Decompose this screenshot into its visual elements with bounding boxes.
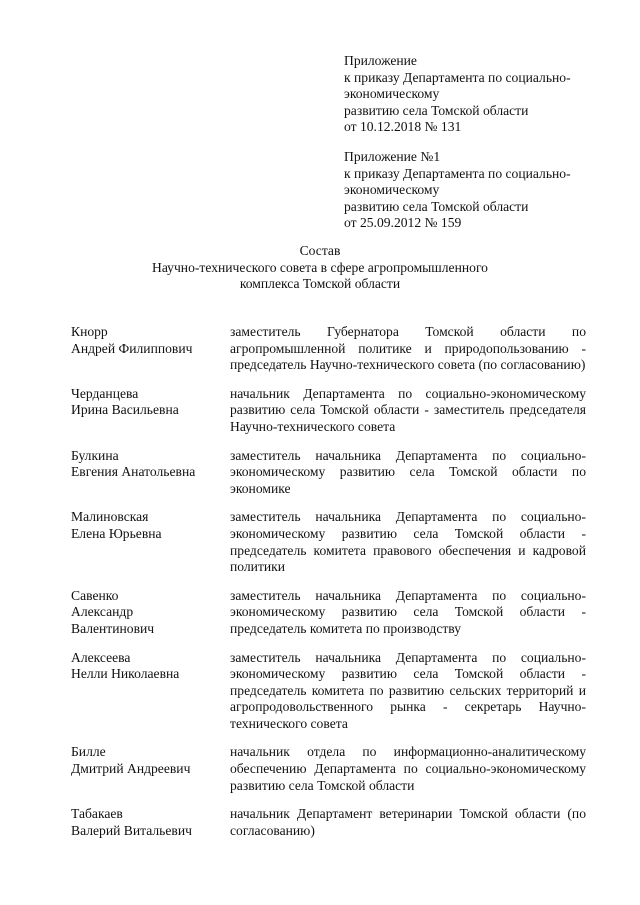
member-given-names: Нелли Николаевна: [71, 666, 180, 682]
member-given-names: Александр: [71, 604, 134, 620]
appendix-line: развитию села Томской области: [344, 102, 529, 118]
heading-subtitle: комплекса Томской области: [239, 276, 401, 292]
member-name: [71, 448, 230, 481]
member-given-names: Елена Юрьевна: [71, 525, 162, 541]
member-name: [71, 588, 230, 638]
document-heading: [0, 243, 640, 293]
member-surname: Кнорр: [71, 324, 108, 339]
member-row: [71, 386, 586, 436]
heading-title: Состав: [299, 243, 341, 258]
member-given-names: Евгения Анатольевна: [71, 464, 196, 480]
member-name: [71, 324, 230, 357]
member-row: [71, 806, 586, 839]
appendix-line: экономическому: [344, 182, 440, 198]
member-role: заместитель начальника Департамента по социально-экономическому развитию села Томской области - председатель комитета по развитию сельских территорий и агропродовольственного рынка - секретарь Научно-технического совета: [230, 649, 586, 731]
member-name: [71, 386, 230, 419]
appendix-line: от 10.12.2018 № 131: [344, 119, 462, 135]
member-role: начальник отдела по информационно-аналитическому обеспечению Департамента по социально-экономическому развитию села Томской области: [230, 744, 586, 793]
member-surname: Малиновская: [71, 509, 149, 525]
heading-subtitle: Научно-технического совета в сфере агропромышленного: [152, 259, 488, 275]
member-role: заместитель начальника Департамента по социально-экономическому развитию села Томской области по экономике: [230, 447, 586, 496]
member-row: [71, 744, 586, 794]
appendix-block-2018: [344, 53, 614, 136]
member-role: заместитель начальника Департамента по социально-экономическому развитию села Томской области - председатель комитета по производству: [230, 587, 586, 636]
member-surname: Алексеева: [71, 649, 131, 665]
member-surname: Булкина: [71, 447, 119, 463]
member-row: [71, 509, 586, 575]
member-patronymic: Валентинович: [71, 620, 155, 636]
member-given-names: Дмитрий Андреевич: [71, 761, 191, 777]
member-name: [71, 744, 230, 777]
member-surname: Савенко: [71, 587, 119, 603]
member-surname: Билле: [71, 744, 106, 760]
appendix-line: Приложение: [344, 53, 417, 68]
appendix-line: экономическому: [344, 86, 440, 102]
member-name: [71, 509, 230, 542]
member-surname: Черданцева: [71, 385, 139, 401]
member-row: [71, 324, 586, 374]
member-name: [71, 806, 230, 839]
member-name: [71, 650, 230, 683]
member-given-names: Ирина Васильевна: [71, 402, 179, 418]
member-given-names: Андрей Филиппович: [71, 340, 193, 356]
appendix-block-2012: [344, 149, 614, 232]
member-row: [71, 588, 586, 638]
appendix-line: к приказу Департамента по социально-: [344, 69, 571, 85]
member-row: [71, 448, 586, 498]
appendix-line: Приложение №1: [344, 149, 441, 164]
appendix-line: от 25.09.2012 № 159: [344, 215, 462, 231]
member-row: [71, 650, 586, 733]
member-role: начальник Департамента по социально-экономическому развитию села Томской области - заместитель председателя Научно-технического совета: [230, 385, 586, 434]
appendix-line: развитию села Томской области: [344, 198, 529, 214]
council-members-list: [71, 324, 586, 839]
member-role: заместитель Губернатора Томской области по агропромышленной политике и природопользованию - председатель Научно-технического совета (по согласованию): [230, 324, 586, 373]
member-given-names: Валерий Витальевич: [71, 822, 192, 838]
appendix-line: к приказу Департамента по социально-: [344, 165, 571, 181]
member-role: заместитель начальника Департамента по социально-экономическому развитию села Томской области - председатель комитета правового обеспечения и кадровой политики: [230, 509, 586, 575]
member-surname: Табакаев: [71, 806, 123, 822]
member-role: начальник Департамент ветеринарии Томской области (по согласованию): [230, 806, 586, 838]
